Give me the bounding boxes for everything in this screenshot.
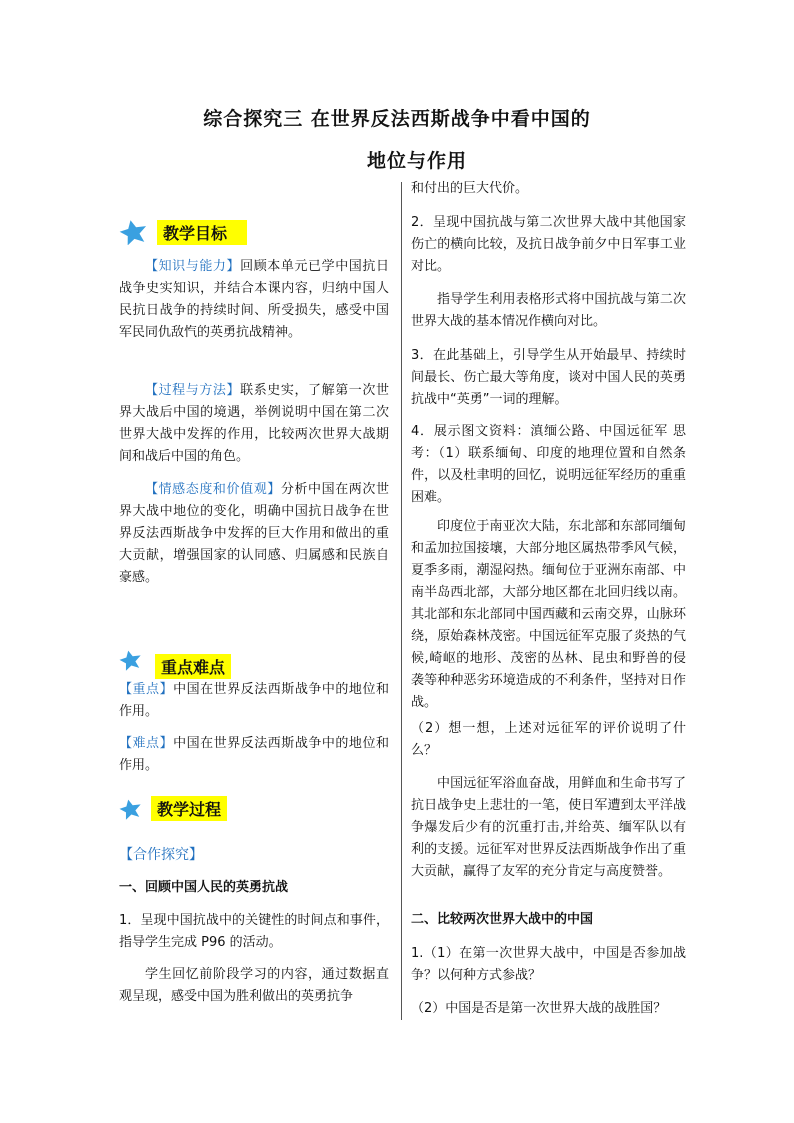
difficulty-point-text: 中国在世界反法西斯战争中的地位和作用。 xyxy=(119,736,389,773)
goal-process-tag: 【过程与方法】 xyxy=(145,383,241,398)
coop-tag: 【合作探究】 xyxy=(119,847,203,863)
star-icon xyxy=(119,798,143,820)
key-point xyxy=(119,679,389,723)
keypoints-heading xyxy=(119,640,231,679)
column-divider xyxy=(401,182,402,1020)
goals-heading xyxy=(119,219,247,245)
goal-knowledge xyxy=(119,256,389,344)
goal-knowledge-text: 回顾本单元已学中国抗日战争史实知识，并结合本课内容，归纳中国人民抗日战争的持续时间、所受损失，感受中国军民同仇敌忾的英勇抗战精神。 xyxy=(119,259,389,340)
document-title-line1: 综合探究三 在世界反法西斯战争中看中国的 xyxy=(203,108,591,130)
goal-emotion-text: 分析中国在两次世界大战中地位的变化，明确中国抗日战争在世界反法西斯战争中发挥的巨大作用和做出的重大贡献，增强国家的认同感、归属感和民族自豪感。 xyxy=(119,482,389,585)
item-4-question-2: （2）想一想，上述对远征军的评价说明了什么？ xyxy=(411,721,686,758)
document-title-line2: 地位与作用 xyxy=(366,150,467,172)
process-heading-label: 教学过程 xyxy=(151,796,227,821)
key-point-text: 中国在世界反法西斯战争中的地位和作用。 xyxy=(119,682,389,719)
section-2-item-1: 1.（1）在第一次世界大战中，中国是否参加战争？以何种方式参战？ xyxy=(411,946,686,983)
star-icon xyxy=(119,219,149,245)
item-1: 1．呈现中国抗战中的关键性的时间点和事件，指导学生完成 P96 的活动。 xyxy=(119,913,389,950)
section-2-item-1-question-2: （2）中国是否是第一次世界大战的战胜国？ xyxy=(411,1001,667,1016)
goal-process-text: 联系史实，了解第一次世界大战后中国的境遇，举例说明中国在第二次世界大战中发挥的作用，比较两次世界大战期间和战后中国的角色。 xyxy=(119,383,389,464)
section-1-heading: 一、回顾中国人民的英勇抗战 xyxy=(119,880,289,895)
item-4-answer: 印度位于南亚次大陆，东北部和东部同缅甸和孟加拉国接壤，大部分地区属热带季风气候，夏季多雨，潮湿闷热。缅甸位于亚洲东南部、中南半岛西北部，大部分地区都在北回归线以南。其北部和东北部同中国西藏和云南交界，山脉环绕，原始森林茂密。中国远征军克服了炎热的气候,崎岖的地形、茂密的丛林、昆虫和野兽的侵袭等种种恶劣环境造成的不利条件，坚持对日作战。 xyxy=(411,519,686,710)
item-4: 4．展示图文资料：滇缅公路、中国远征军 思考：（1）联系缅甸、印度的地理位置和自然条件，以及杜聿明的回忆，说明远征军经历的重重困难。 xyxy=(411,424,686,505)
keypoints-heading-label: 重点难点 xyxy=(155,654,231,679)
section-2-heading: 二、比较两次世界大战中的中国 xyxy=(411,912,594,927)
item-4-question-2-answer: 中国远征军浴血奋战，用鲜血和生命书写了抗日战争史上悲壮的一笔，使日军遭到太平洋战争爆发后少有的沉重打击,并给英、缅军队以有利的支援。远征军对世界反法西斯战争作出了重大贡献，赢得了友军的充分肯定与高度赞誉。 xyxy=(411,776,686,879)
key-point-tag: 【重点】 xyxy=(119,682,174,697)
process-heading xyxy=(119,796,227,821)
item-2-answer: 指导学生利用表格形式将中国抗战与第二次世界大战的基本情况作横向对比。 xyxy=(411,292,686,329)
goals-heading-label: 教学目标 xyxy=(157,220,247,245)
star-icon xyxy=(119,649,143,671)
item-1-answer: 学生回忆前阶段学习的内容，通过数据直观呈现，感受中国为胜利做出的英勇抗争 xyxy=(119,967,389,1004)
difficulty-point-tag: 【难点】 xyxy=(119,736,174,751)
goal-knowledge-tag: 【知识与能力】 xyxy=(145,259,241,274)
difficulty-point xyxy=(119,733,389,777)
item-2: 2．呈现中国抗战与第二次世界大战中其他国家伤亡的横向比较，及抗日战争前夕中日军事工业对比。 xyxy=(411,215,686,274)
goal-process xyxy=(119,380,389,468)
goal-emotion xyxy=(119,479,389,589)
goal-emotion-tag: 【情感态度和价值观】 xyxy=(145,482,281,497)
item-3: 3．在此基础上，引导学生从开始最早、持续时间最长、伤亡最大等角度，谈对中国人民的英勇抗战中“英勇”一词的理解。 xyxy=(411,348,686,407)
right-continuation: 和付出的巨大代价。 xyxy=(411,181,529,196)
